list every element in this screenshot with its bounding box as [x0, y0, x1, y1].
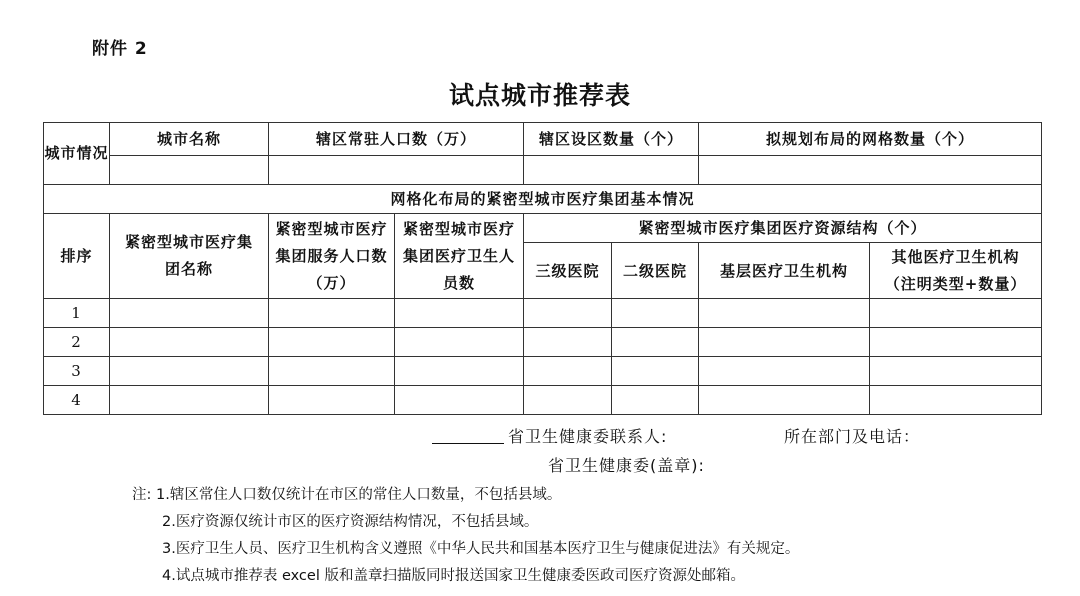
data-cell[interactable]	[110, 386, 269, 415]
data-cell[interactable]	[395, 357, 524, 386]
data-cell[interactable]	[612, 328, 699, 357]
row-rank: 3	[44, 357, 110, 386]
header-resource-structure: 紧密型城市医疗集团医疗资源结构（个）	[524, 214, 1042, 243]
data-cell[interactable]	[870, 299, 1042, 328]
header-other-institution: 其他医疗卫生机构（注明类型+数量）	[870, 243, 1042, 299]
data-cell[interactable]	[395, 386, 524, 415]
city-name-cell[interactable]	[110, 156, 269, 185]
data-cell[interactable]	[110, 299, 269, 328]
data-cell[interactable]	[699, 386, 870, 415]
data-cell[interactable]	[110, 357, 269, 386]
data-cell[interactable]	[524, 357, 612, 386]
notes-prefix: 注:	[132, 487, 152, 503]
data-cell[interactable]	[699, 299, 870, 328]
district-count-cell[interactable]	[524, 156, 699, 185]
data-cell[interactable]	[269, 299, 395, 328]
note-item: 2.医疗资源仅统计市区的医疗资源结构情况，不包括县域。	[162, 514, 539, 530]
note-item: 3.医疗卫生人员、医疗卫生机构含义遵照《中华人民共和国基本医疗卫生与健康促进法》有关规定。	[162, 541, 800, 557]
header-group-name: 紧密型城市医疗集团名称	[110, 214, 269, 299]
data-cell[interactable]	[395, 328, 524, 357]
header-rank: 排序	[44, 214, 110, 299]
data-cell[interactable]	[524, 386, 612, 415]
row-rank: 4	[44, 386, 110, 415]
data-cell[interactable]	[395, 299, 524, 328]
header-resident-population: 辖区常驻人口数（万）	[269, 123, 524, 156]
dept-phone-label: 所在部门及电话：	[784, 427, 921, 446]
seal-label: 省卫生健康委(盖章):	[548, 456, 705, 475]
attachment-label: 附件 2	[92, 39, 148, 59]
data-cell[interactable]	[612, 386, 699, 415]
data-cell[interactable]	[269, 357, 395, 386]
data-cell[interactable]	[269, 386, 395, 415]
resident-population-cell[interactable]	[269, 156, 524, 185]
row-rank: 1	[44, 299, 110, 328]
group-section-title: 网格化布局的紧密型城市医疗集团基本情况	[44, 185, 1042, 214]
grid-count-cell[interactable]	[699, 156, 1042, 185]
header-tertiary-hospital: 三级医院	[524, 243, 612, 299]
data-cell[interactable]	[699, 357, 870, 386]
header-city-name: 城市名称	[110, 123, 269, 156]
contact-person-line	[432, 424, 667, 447]
header-staff-count: 紧密型城市医疗集团医疗卫生人员数	[395, 214, 524, 299]
note-item: 4.试点城市推荐表 excel 版和盖章扫描版同时报送国家卫生健康委医政司医疗资源处邮箱。	[162, 568, 745, 584]
header-primary-institution: 基层医疗卫生机构	[699, 243, 870, 299]
header-service-population: 紧密型城市医疗集团服务人口数（万）	[269, 214, 395, 299]
data-cell[interactable]	[269, 328, 395, 357]
data-cell[interactable]	[612, 357, 699, 386]
data-cell[interactable]	[110, 328, 269, 357]
data-cell[interactable]	[870, 386, 1042, 415]
recommendation-table	[43, 122, 1042, 415]
header-secondary-hospital: 二级医院	[612, 243, 699, 299]
contact-person-label: 省卫生健康委联系人:	[508, 427, 668, 446]
data-cell[interactable]	[612, 299, 699, 328]
data-cell[interactable]	[870, 328, 1042, 357]
data-cell[interactable]	[870, 357, 1042, 386]
data-cell[interactable]	[524, 328, 612, 357]
data-cell[interactable]	[524, 299, 612, 328]
data-cell[interactable]	[699, 328, 870, 357]
header-grid-count: 拟规划布局的网格数量（个）	[699, 123, 1042, 156]
header-district-count: 辖区设区数量（个）	[524, 123, 699, 156]
province-blank[interactable]	[432, 427, 504, 444]
city-section-label: 城市情况	[44, 123, 110, 185]
row-rank: 2	[44, 328, 110, 357]
page-title: 试点城市推荐表	[448, 81, 631, 110]
notes	[132, 482, 799, 590]
note-item: 注: 1.辖区常住人口数仅统计在市区的常住人口数量，不包括县域。	[132, 487, 562, 503]
